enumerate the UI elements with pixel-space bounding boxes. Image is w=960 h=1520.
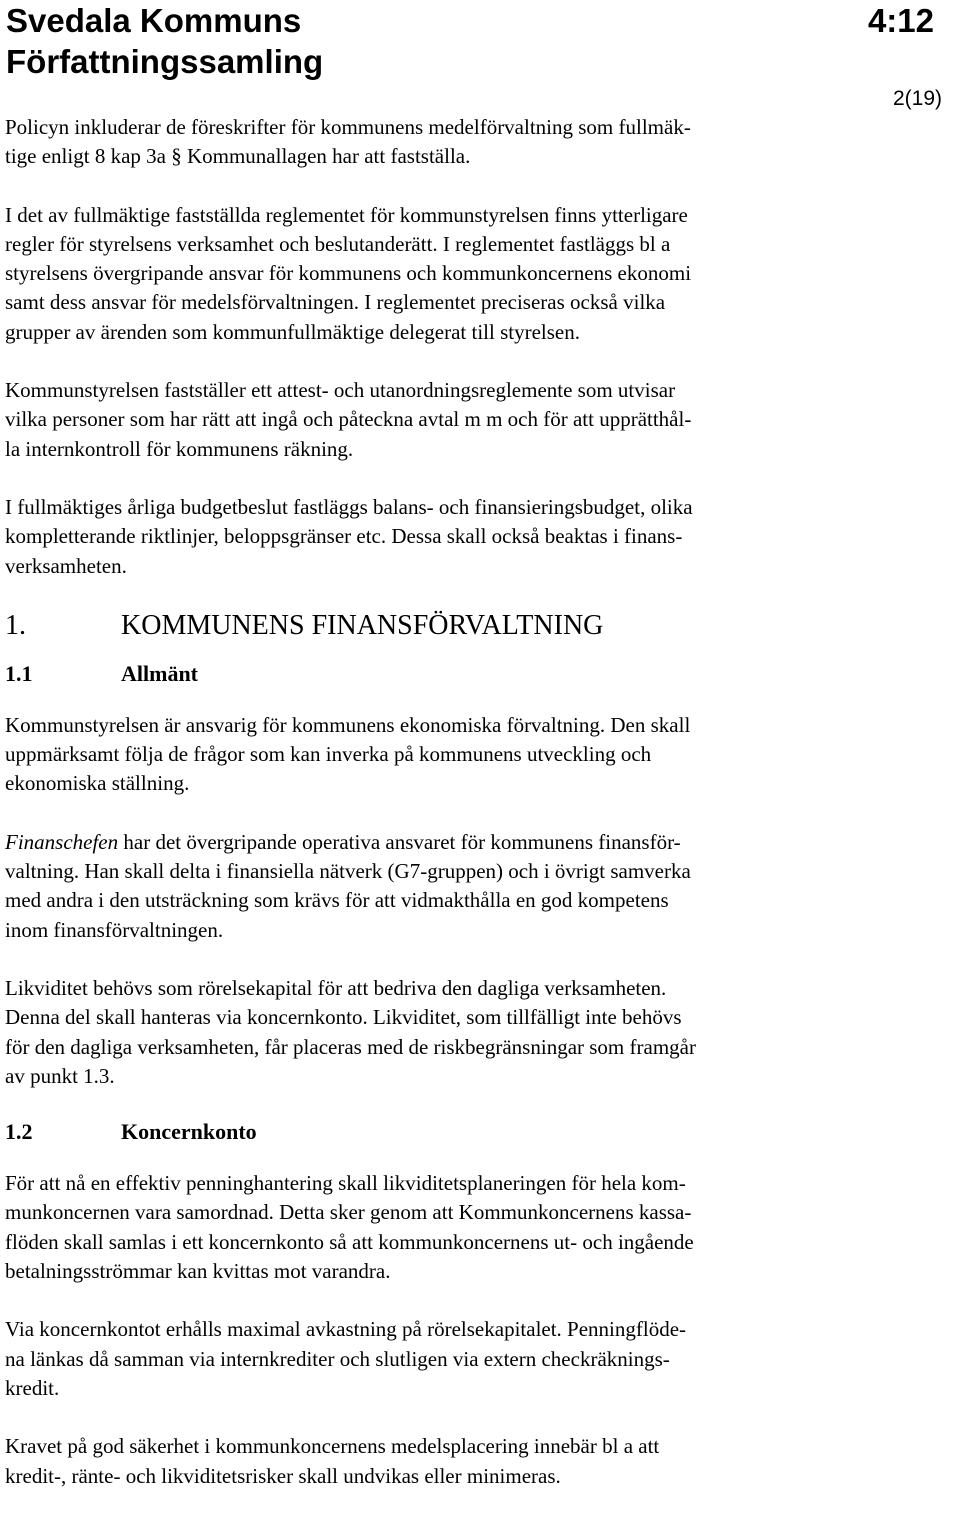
heading-section-1-2 <box>5 1117 845 1147</box>
heading-text: Allmänt <box>121 660 198 686</box>
page-indicator: 2(19) <box>892 87 942 110</box>
paragraph-finanschefen: Finanschefen har det övergripande operativa ansvaret för kommunens finansför- valtning. Han skall delta i finansiella nätverk (G7-gruppen) och i övrigt samverka med andra i den utsträckning som krävs för att vidmakthålla en god kompetens inom finansförvaltningen. <box>5 829 691 942</box>
paragraph-reglemente: I det av fullmäktige fastställda reglementet för kommunstyrelsen finns ytterligare regler för styrelsens verksamhet och beslutanderätt. I reglementet fastläggs bl a styrelsens övergripande ansvar för kommunens och kommunkoncernens ekonomi samt dess ansvar för medelsförvaltningen. I reglementet preciseras också vilka grupper av ärenden som kommunfullmäktige delegerat till styrelsen. <box>5 202 692 344</box>
heading-number: 1. <box>5 609 26 641</box>
emphasis-finanschefen: Finanschefen <box>5 829 119 854</box>
heading-text: Koncernkonto <box>121 1119 257 1145</box>
paragraph-likviditet: Likviditet behövs som rörelsekapital för att bedriva den dagliga verksamheten. Denna del skall hanteras via koncernkonto. Likviditet, som tillfälligt inte behövs för den dagliga verksamheten, får placeras med de riskbegränsningar som framgår av punkt 1.3. <box>5 975 696 1088</box>
document-body <box>5 113 845 1520</box>
title-line-1: Svedala Kommuns <box>6 2 302 39</box>
paragraph-budget: I fullmäktiges årliga budgetbeslut fastläggs balans- och finansieringsbudget, olika kompletterande riktlinjer, beloppsgränser etc. Dessa skall också beaktas i finans- verksamheten. <box>5 494 693 578</box>
publication-title <box>6 0 606 82</box>
document-number: 4:12 <box>867 2 934 39</box>
paragraph-sakerhet: Kravet på god säkerhet i kommunkoncernens medelsplacering innebär bl a att kredit-, ränte- och likviditetsrisker skall undvikas eller minimeras. <box>5 1434 660 1488</box>
paragraph-penninghantering: För att nå en effektiv penninghantering skall likviditetsplaneringen för hela kom- munkoncernen vara samordnad. Detta sker genom att Kommunkoncernens kassa- flöden skall samlas i ett koncernkonto så att kommunkoncernens ut- och ingående betalningsströmmar kan kvittas mot varandra. <box>5 1171 694 1284</box>
heading-number: 1.1 <box>5 660 33 686</box>
paragraph-policy: Policyn inkluderar de föreskrifter för kommunens medelförvaltning som fullmäk- tige enligt 8 kap 3a § Kommunallagen har att fastställa. <box>5 115 691 169</box>
title-line-2: Författningssamling <box>6 43 324 80</box>
heading-number: 1.2 <box>5 1119 33 1145</box>
paragraph-attest: Kommunstyrelsen fastställer ett attest- och utanordningsreglemente som utvisar vilka personer som har rätt att ingå och påteckna avtal m m och för att upprätthål- la internkontroll för kommunens räkning. <box>5 378 692 461</box>
heading-section-1-1 <box>5 659 845 689</box>
paragraph-ansvar: Kommunstyrelsen är ansvarig för kommunens ekonomiska förvaltning. Den skall uppmärksamt följa de frågor som kan inverka på kommunens utveckling och ekonomiska ställning. <box>5 712 691 796</box>
heading-text: KOMMUNENS FINANSFÖRVALTNING <box>121 609 604 641</box>
heading-section-1 <box>5 610 845 642</box>
paragraph-koncernkontot: Via koncernkontot erhålls maximal avkastning på rörelsekapitalet. Penningflöde- na länkas då samman via internkrediter och slutligen via extern checkräknings- kredit. <box>5 1317 687 1400</box>
